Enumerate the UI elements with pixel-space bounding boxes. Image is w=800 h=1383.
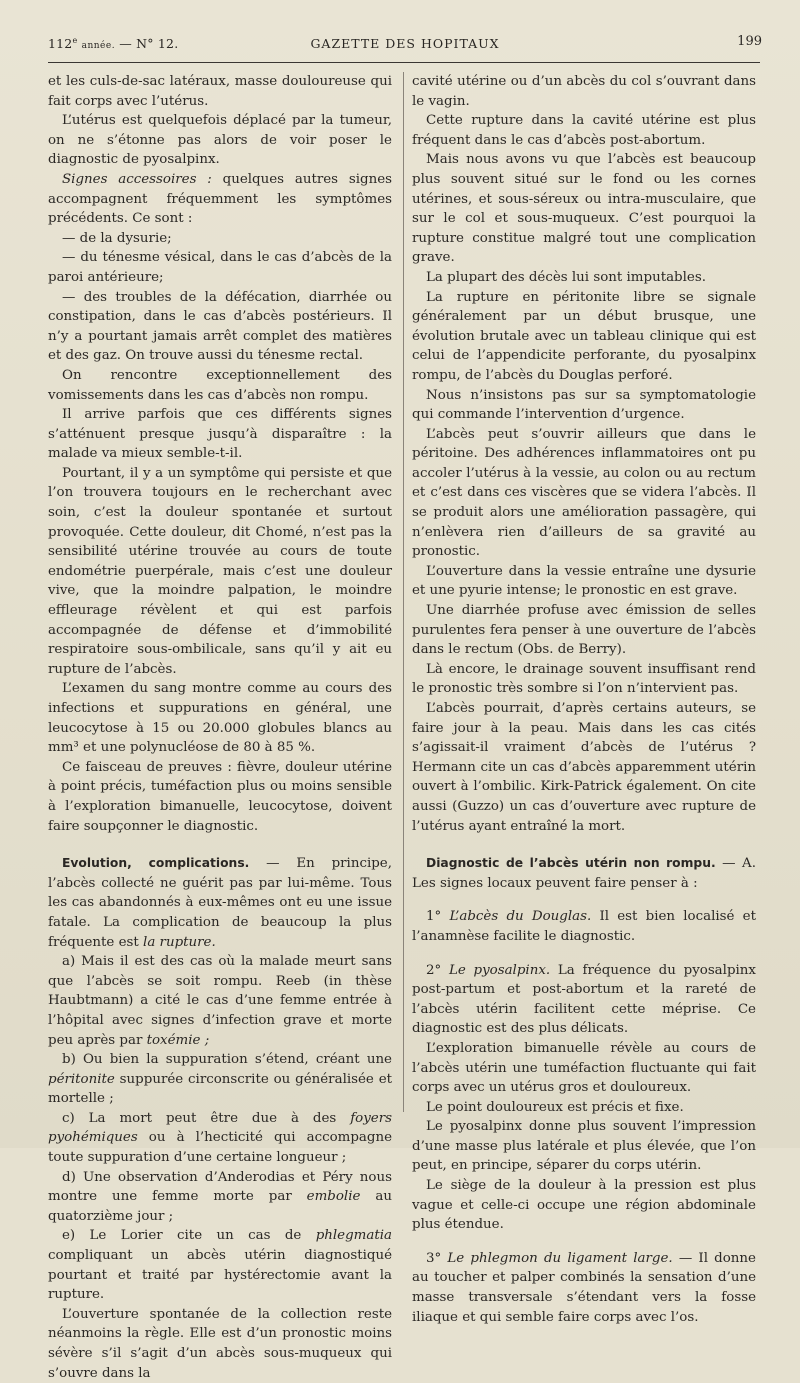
- item-text: d) Une observation d’Anderodias et Péry nous montre une femme morte par: [48, 1169, 392, 1205]
- paragraph: La rupture en péritonite libre se signale généralement par un début brusque, une évolution brutale avec un tableau clinique qui est celui de l’appendicite perforante, du pyosalpinx rompu, de l’abcès du Douglas perforé.: [412, 289, 756, 383]
- paragraph: L’examen du sang montre comme au cours des infections et suppurations en général, une leucocytose à 15 ou 20.000 globules blancs au mm³ et une polynucléose de 80 à 85 %.: [48, 681, 392, 756]
- paragraph: La plupart des décès lui sont imputables.: [426, 269, 706, 285]
- item-text: a) Mais il est des cas où la malade meurt sans que l’abcès se soit rompu. Reeb (in thèse Haubtmann) a cité le cas d’une femme entrée à l’hôpital avec signes d’infection grave et morte peu après par: [48, 954, 392, 1048]
- item-text: e) Le Lorier cite un cas de: [62, 1228, 316, 1244]
- list-item: [48, 1050, 392, 1109]
- paragraph: L’ouverture dans la vessie entraîne une dysurie et une pyurie intense; le pronostic en est grave.: [412, 563, 756, 599]
- list-item: [412, 961, 756, 1039]
- journal-title: GAZETTE DES HOPITAUX: [310, 36, 500, 51]
- paragraph: cavité utérine ou d’un abcès du col s’ouvrant dans le vagin.: [412, 74, 756, 109]
- item-number: 3°: [426, 1250, 448, 1266]
- paragraph: [48, 170, 392, 229]
- volume-number: 112: [48, 36, 73, 52]
- page-header: [48, 30, 762, 58]
- section-heading: Diagnostic de l’abcès utérin non rompu.: [426, 856, 716, 871]
- paragraph: Ce faisceau de preuves : fièvre, douleur utérine à point précis, tuméfaction plus ou moins sensible à l’exploration bimanuelle, leucocytose, doivent faire soupçonner le diagnostic.: [48, 759, 392, 834]
- emphasis: Le pyosalpinx.: [448, 962, 551, 978]
- column-divider: [403, 72, 404, 1112]
- paragraph: L’ouverture spontanée de la collection reste néanmoins la règle. Elle est d’un pronostic moins sévère s’il s’agit d’un abcès sous-muqueux qui s’ouvre dans la: [48, 1306, 392, 1381]
- item-text: suppurée circonscrite ou généralisée et mortelle ;: [48, 1071, 392, 1107]
- emphasis: péritonite: [48, 1071, 115, 1087]
- section-heading: Evolution, complications.: [62, 856, 250, 871]
- emphasis: phlegmatia: [315, 1228, 392, 1244]
- emphasis: toxémie ;: [146, 1032, 210, 1048]
- paragraph: Nous n’insistons pas sur sa symptomatologie qui commande l’intervention d’urgence.: [412, 387, 756, 423]
- paragraph: Là encore, le drainage souvent insuffisant rend le pronostic très sombre si l’on n’intervient pas.: [412, 661, 756, 697]
- list-item: — des troubles de la défécation, diarrhée ou constipation, dans le cas d’abcès postérieurs. Il n’y a pourtant jamais arrêt complet des matières et des gaz. On trouve aussi du ténesme rectal.: [48, 289, 392, 364]
- list-item: [412, 907, 756, 946]
- list-item: — du ténesme vésical, dans le cas d’abcès de la paroi antérieure;: [48, 250, 392, 285]
- paragraph: et les culs-de-sac latéraux, masse douloureuse qui fait corps avec l’utérus.: [48, 74, 392, 109]
- item-text: compliquant un abcès utérin diagnostiqué pourtant et traité par hystérectomie avant la rupture.: [48, 1248, 392, 1303]
- item-text: Il est bien localisé et l’anamnèse facilite le diagnostic.: [412, 909, 756, 944]
- left-column: [48, 72, 392, 1383]
- paragraph: Il arrive parfois que ces différents signes s’atténuent presque jusqu’à disparaître : la malade va mieux semble-t-il.: [48, 407, 392, 462]
- paragraph: L’utérus est quelquefois déplacé par la tumeur, on ne s’étonne pas alors de voir poser le diagnostic de pyosalpinx.: [48, 113, 392, 168]
- header-rule: [48, 62, 760, 63]
- item-text: b) Ou bien la suppuration s’étend, créant une: [62, 1052, 392, 1068]
- list-item: [48, 952, 392, 1050]
- paragraph: Mais nous avons vu que l’abcès est beaucoup plus souvent situé sur le fond ou les cornes utérines, et sous-séreux ou intra-musculaire, que sur le col et sous-muqueux. C’est pourquoi la rupture constitue malgré tout une complication grave.: [412, 152, 756, 266]
- item-text: au quatorzième jour ;: [48, 1189, 392, 1224]
- inline-label: Signes accessoires :: [62, 171, 212, 187]
- list-item: [48, 1226, 392, 1304]
- paragraph-text: quelques autres signes accompagnent fréquemment les symptômes précédents. Ce sont :: [48, 171, 392, 227]
- item-text: La fréquence du pyosalpinx post-partum et post-abortum et la rareté de l’abcès utérin facilitent cette méprise. Ce diagnostic est des plus délicats.: [412, 962, 756, 1037]
- paragraph: L’exploration bimanuelle révèle au cours de l’abcès utérin une tuméfaction fluctuante qui fait corps avec un utérus gros et douloureux.: [412, 1040, 756, 1096]
- volume-sup: e: [72, 36, 78, 45]
- list-item: [48, 1109, 392, 1168]
- paragraph: Le pyosalpinx donne plus souvent l’impression d’une masse plus latérale et plus élevée, que l’on peut, en principe, séparer du corps utérin.: [412, 1119, 756, 1174]
- emphasis: Le phlegmon du ligament large.: [447, 1250, 673, 1266]
- emphasis: L’abcès du Douglas.: [449, 909, 592, 925]
- list-item: [412, 1249, 756, 1327]
- item-number: 2°: [426, 962, 449, 978]
- emphasis: la rupture.: [143, 934, 216, 950]
- paragraph: Pourtant, il y a un symptôme qui persiste et que l’on trouvera toujours en le recherchant avec soin, c’est la douleur spontanée et surtout provoquée. Cette douleur, dit Chomé, n’est pas la sensibilité utérine trouvée au cours de toute endométrie puerpérale, mais c’est une douleur vive, que la moindre palpation, le moindre effleurage révèlent et qui est parfois accompagnée de défense et d’immobilité respiratoire sous-ombilicale, sans qu’il y ait eu rupture de l’abcès.: [48, 465, 392, 677]
- paragraph: Cette rupture dans la cavité utérine est plus fréquent dans le cas d’abcès post-abortum.: [412, 113, 756, 148]
- item-text: c) La mort peut être due à des: [62, 1110, 351, 1126]
- issue-number: — N° 12.: [119, 36, 179, 52]
- list-item: — de la dysurie;: [62, 230, 172, 246]
- item-text: ou à l’hecticité qui accompagne toute suppuration d’une certaine longueur ;: [48, 1130, 392, 1166]
- paragraph: Le siège de la douleur à la pression est plus vague et celle-ci occupe une région abdominale plus étendue.: [412, 1178, 756, 1233]
- paragraph: Le point douloureux est précis et fixe.: [426, 1099, 684, 1115]
- emphasis: embolie: [306, 1189, 361, 1205]
- list-item: [48, 1168, 392, 1227]
- paragraph: Une diarrhée profuse avec émission de selles purulentes fera penser à une ouverture de l’abcès dans le rectum (Obs. de Berry).: [412, 603, 756, 658]
- section-diagnostic: [412, 854, 756, 893]
- section-evolution: [48, 854, 392, 952]
- paragraph: L’abcès peut s’ouvrir ailleurs que dans le péritoine. Des adhérences inflammatoires ont pu accoler l’utérus à la vessie, au colon ou au rectum et c’est dans ces viscères que se videra l’abcès. Il se produit alors une amélioration passagère, qui n’enlèvera rien d’ailleurs de sa gravité au pronostic.: [412, 426, 756, 560]
- paragraph-text: — En principe, l’abcès collecté ne guérit pas par lui-même. Tous les cas abandonnés à eux-mêmes ont eu une issue fatale. La complication de beaucoup la plus fréquente est: [48, 856, 392, 950]
- right-column: [412, 72, 756, 1327]
- item-text: — Il donne au toucher et palper combinés la sensation d’une masse transversale s’étendant vers la fosse iliaque et qui semble faire corps avec l’os.: [412, 1250, 756, 1325]
- item-number: 1°: [426, 909, 450, 925]
- paragraph: L’abcès pourrait, d’après certains auteurs, se faire jour à la peau. Mais dans les cas cités s’agissait-il vraiment d’abcès de l’utérus ? Hermann cite un cas d’abcès apparemment utérin ouvert à l’ombilic. Kirk-Patrick également. On cite aussi (Guzzo) un cas d’ouverture avec rupture de l’utérus ayant entraîné la mort.: [412, 701, 756, 834]
- volume-word: année.: [81, 41, 116, 52]
- paragraph: On rencontre exceptionnellement des vomissements dans les cas d’abcès non rompu.: [48, 367, 392, 403]
- emphasis: foyers pyohémiques: [48, 1110, 392, 1146]
- paragraph-text: — A. Les signes locaux peuvent faire penser à :: [412, 856, 756, 891]
- page-number: 199: [737, 34, 762, 49]
